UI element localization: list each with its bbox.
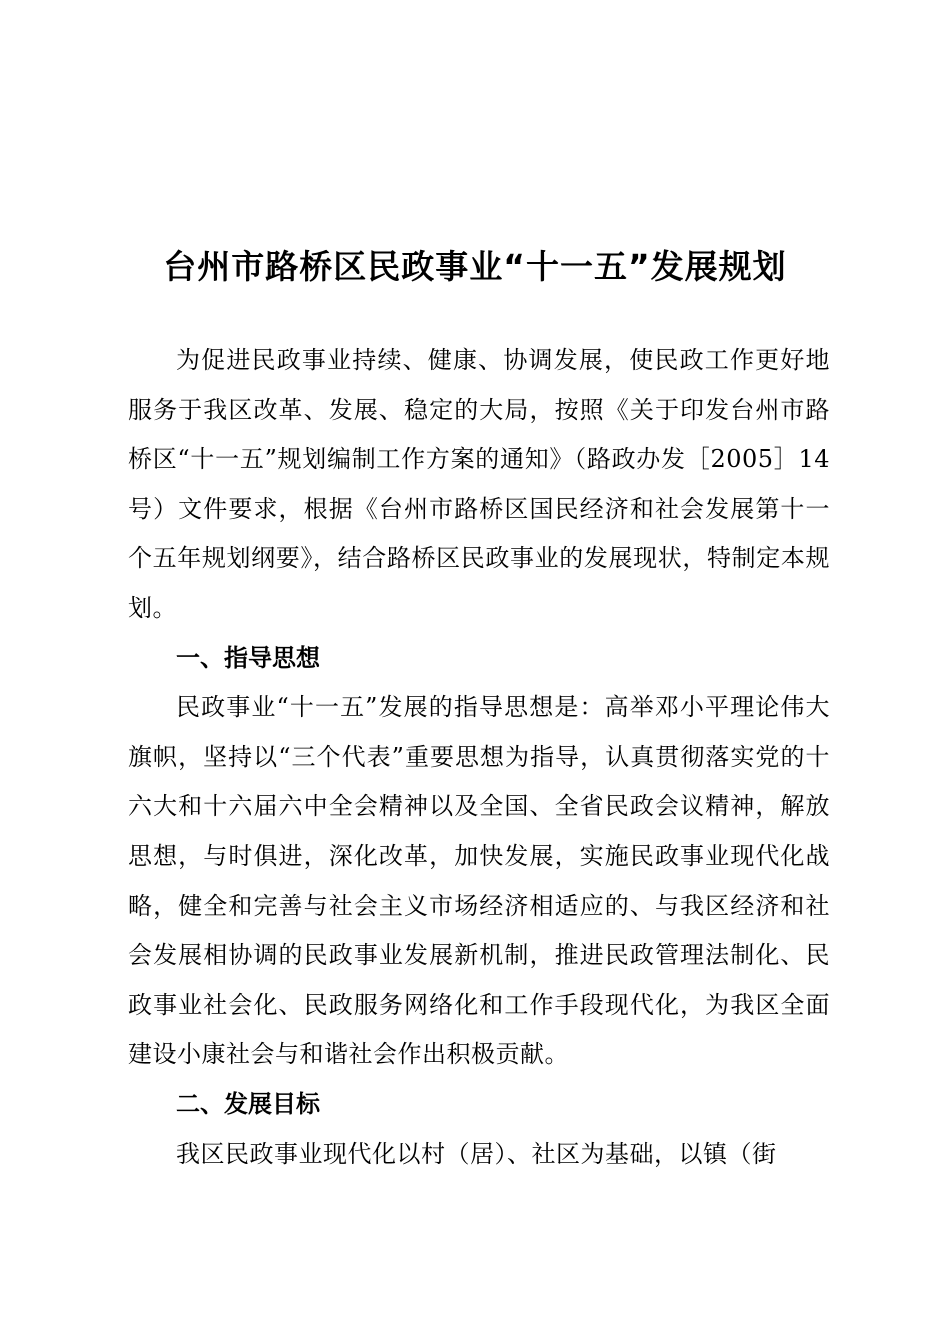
section-heading-development-goals: 二、发展目标 <box>176 1089 320 1118</box>
intro-paragraph: 为促进民政事业持续、健康、协调发展，使民政工作更好地服务于我区改革、发展、稳定的大局，按照《关于印发台州市路桥区“十一五”规划编制工作方案的通知》（路政办发［2005］14号）文件要求，根据《台州市路桥区国民经济和社会发展第十一个五年规划纲要》，结合路桥区民政事业的发展现状，特制定本规划。 <box>128 346 830 622</box>
guiding-ideology-paragraph: 民政事业“十一五”发展的指导思想是：高举邓小平理论伟大旗帜，坚持以“三个代表”重要思想为指导，认真贯彻落实党的十六大和十六届六中全会精神以及全国、全省民政会议精神，解放思想，与时俱进，深化改革，加快发展，实施民政事业现代化战略，健全和完善与社会主义市场经济相适应的、与我区经济和社会发展相协调的民政事业发展新机制，推进民政管理法制化、民政事业社会化、民政服务网络化和工作手段现代化，为我区全面建设小康社会与和谐社会作出积极贡献。 <box>128 693 830 1069</box>
development-goals-paragraph: 我区民政事业现代化以村（居）、社区为基础，以镇（街 <box>176 1139 777 1168</box>
document-title: 台州市路桥区民政事业“十一五”发展规划 <box>163 247 787 286</box>
document-body <box>128 336 830 1179</box>
section-heading-guiding-ideology: 一、指导思想 <box>176 643 320 672</box>
